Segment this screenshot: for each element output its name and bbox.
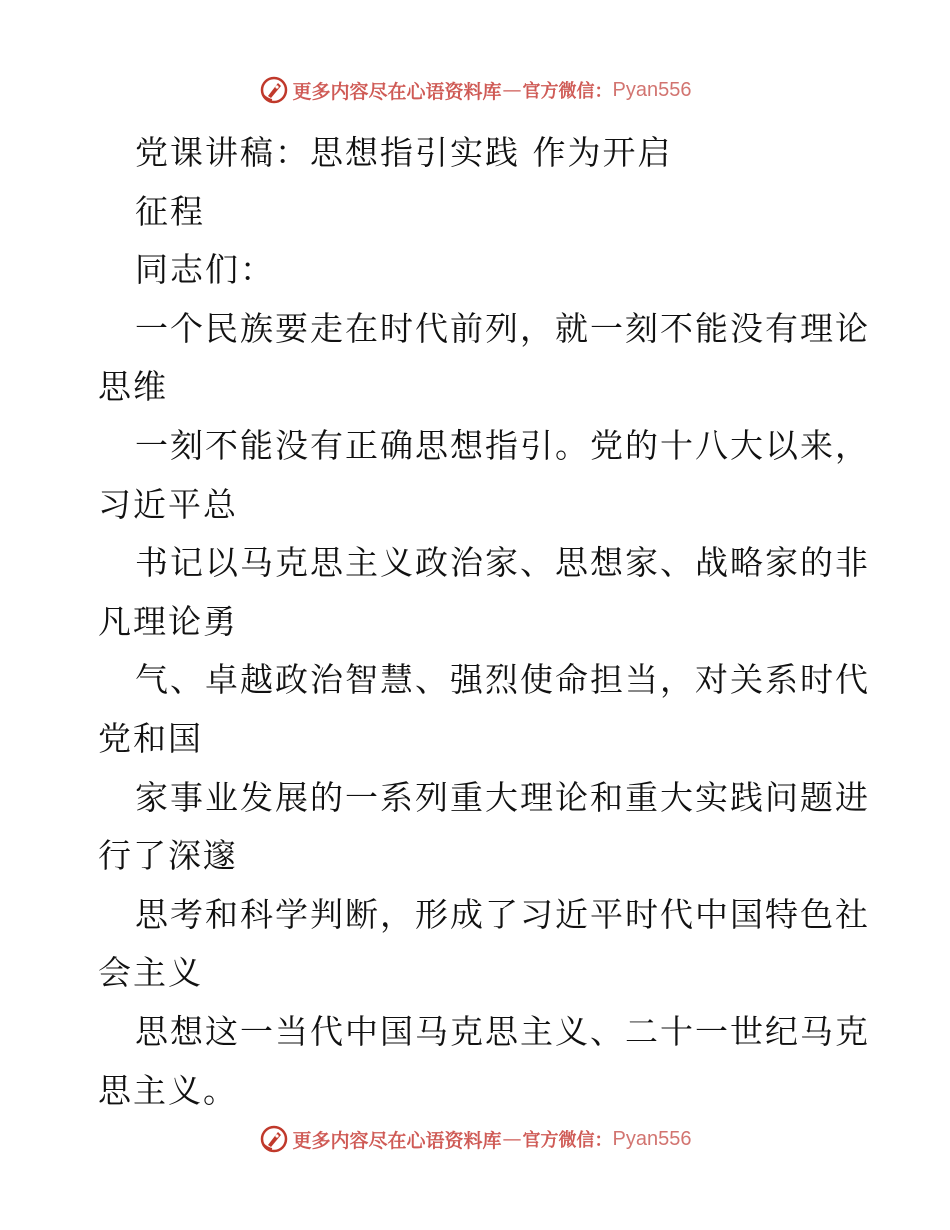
document-title-continued: 征程: [135, 191, 205, 231]
watermark-text: 更多内容尽在心语资料库: [292, 1129, 502, 1152]
watermark-wechat-id: Pyan556: [612, 78, 692, 101]
paragraph-line: 思想这一当代中国马克思主义、二十一世纪马克: [135, 1011, 870, 1051]
paragraph-line: 思主义。: [98, 1070, 238, 1110]
paragraph-line: 习近平总: [98, 484, 238, 524]
watermark-dash: —: [502, 79, 522, 101]
paragraph-line: 凡理论勇: [98, 601, 238, 641]
paragraph-line: 一个民族要走在时代前列，就一刻不能没有理论: [135, 308, 870, 348]
paragraph-line: 会主义: [98, 953, 203, 993]
paragraph-line: 家事业发展的一系列重大理论和重大实践问题进: [135, 777, 870, 817]
pen-nib-circle-icon: [259, 75, 289, 105]
watermark-handle-label: 官方微信：: [522, 81, 613, 102]
paragraph-line: 思维: [98, 367, 168, 407]
pen-nib-circle-icon: [259, 1124, 289, 1154]
document-title: 党课讲稿：思想指引实践 作为开启: [135, 133, 673, 172]
paragraph-line: 行了深邃: [98, 836, 238, 876]
watermark-handle-label: 官方微信：: [522, 1130, 613, 1151]
footer-watermark: [0, 1122, 950, 1156]
document-body: [98, 124, 868, 1120]
paragraph-line: 书记以马克思主义政治家、思想家、战略家的非: [135, 543, 870, 583]
watermark-dash: —: [502, 1128, 522, 1150]
salutation: 同志们：: [135, 250, 275, 290]
paragraph-line: 一刻不能没有正确思想指引。党的十八大以来，: [135, 425, 870, 465]
header-watermark: [0, 73, 950, 107]
watermark-text: 更多内容尽在心语资料库: [292, 80, 502, 103]
paragraph-line: 思考和科学判断，形成了习近平时代中国特色社: [135, 894, 870, 934]
paragraph-line: 党和国: [98, 718, 203, 758]
paragraph-line: 气、卓越政治智慧、强烈使命担当，对关系时代: [135, 660, 870, 700]
watermark-wechat-id: Pyan556: [612, 1127, 692, 1150]
